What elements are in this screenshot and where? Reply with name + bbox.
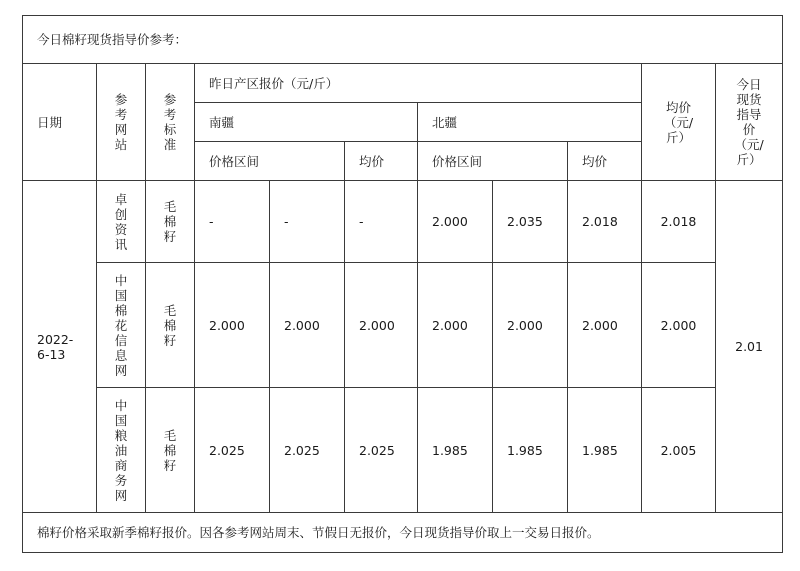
site-cell: 卓创资讯 — [97, 181, 146, 263]
header-nanjiang: 南疆 — [195, 103, 418, 142]
bj-avg-cell: 1.985 — [568, 388, 642, 513]
site-cell: 中国棉花信息网 — [97, 263, 146, 388]
bj-avg-cell: 2.018 — [568, 181, 642, 263]
bj-high-cell: 2.035 — [493, 181, 568, 263]
header-bj-avg: 均价 — [568, 142, 642, 181]
table-row — [23, 181, 783, 263]
date-cell: 2022-6-13 — [23, 181, 97, 513]
header-standard: 参考标准 — [146, 64, 195, 181]
header-avg-unit: 均价（元/斤） — [642, 64, 716, 181]
bj-avg-cell: 2.000 — [568, 263, 642, 388]
nj-avg-cell: 2.025 — [345, 388, 418, 513]
nj-low-cell: 2.025 — [195, 388, 270, 513]
standard-cell: 毛棉籽 — [146, 181, 195, 263]
footnote: 棉籽价格采取新季棉籽报价。因各参考网站周末、节假日无报价，今日现货指导价取上一交易日报价。 — [23, 513, 783, 553]
avg-cell: 2.005 — [642, 388, 716, 513]
standard-cell: 毛棉籽 — [146, 388, 195, 513]
bj-low-cell: 2.000 — [418, 181, 493, 263]
avg-cell: 2.018 — [642, 181, 716, 263]
table-row — [23, 263, 783, 388]
bj-low-cell: 2.000 — [418, 263, 493, 388]
header-date: 日期 — [23, 64, 97, 181]
header-beijiang: 北疆 — [418, 103, 642, 142]
table-title: 今日棉籽现货指导价参考： — [23, 16, 783, 64]
header-today-price: 今日现货指导价（元/斤） — [716, 64, 783, 181]
price-table — [22, 15, 783, 553]
today-price-cell: 2.01 — [716, 181, 783, 513]
avg-cell: 2.000 — [642, 263, 716, 388]
header-nj-avg: 均价 — [345, 142, 418, 181]
bj-high-cell: 2.000 — [493, 263, 568, 388]
nj-low-cell: - — [195, 181, 270, 263]
bj-low-cell: 1.985 — [418, 388, 493, 513]
header-yesterday: 昨日产区报价（元/斤） — [195, 64, 642, 103]
nj-low-cell: 2.000 — [195, 263, 270, 388]
header-site: 参考网站 — [97, 64, 146, 181]
header-nj-price-range: 价格区间 — [195, 142, 345, 181]
table-row — [23, 388, 783, 513]
header-bj-price-range: 价格区间 — [418, 142, 568, 181]
nj-avg-cell: 2.000 — [345, 263, 418, 388]
nj-high-cell: 2.025 — [270, 388, 345, 513]
standard-cell: 毛棉籽 — [146, 263, 195, 388]
bj-high-cell: 1.985 — [493, 388, 568, 513]
site-cell: 中国粮油商务网 — [97, 388, 146, 513]
nj-high-cell: - — [270, 181, 345, 263]
nj-high-cell: 2.000 — [270, 263, 345, 388]
nj-avg-cell: - — [345, 181, 418, 263]
